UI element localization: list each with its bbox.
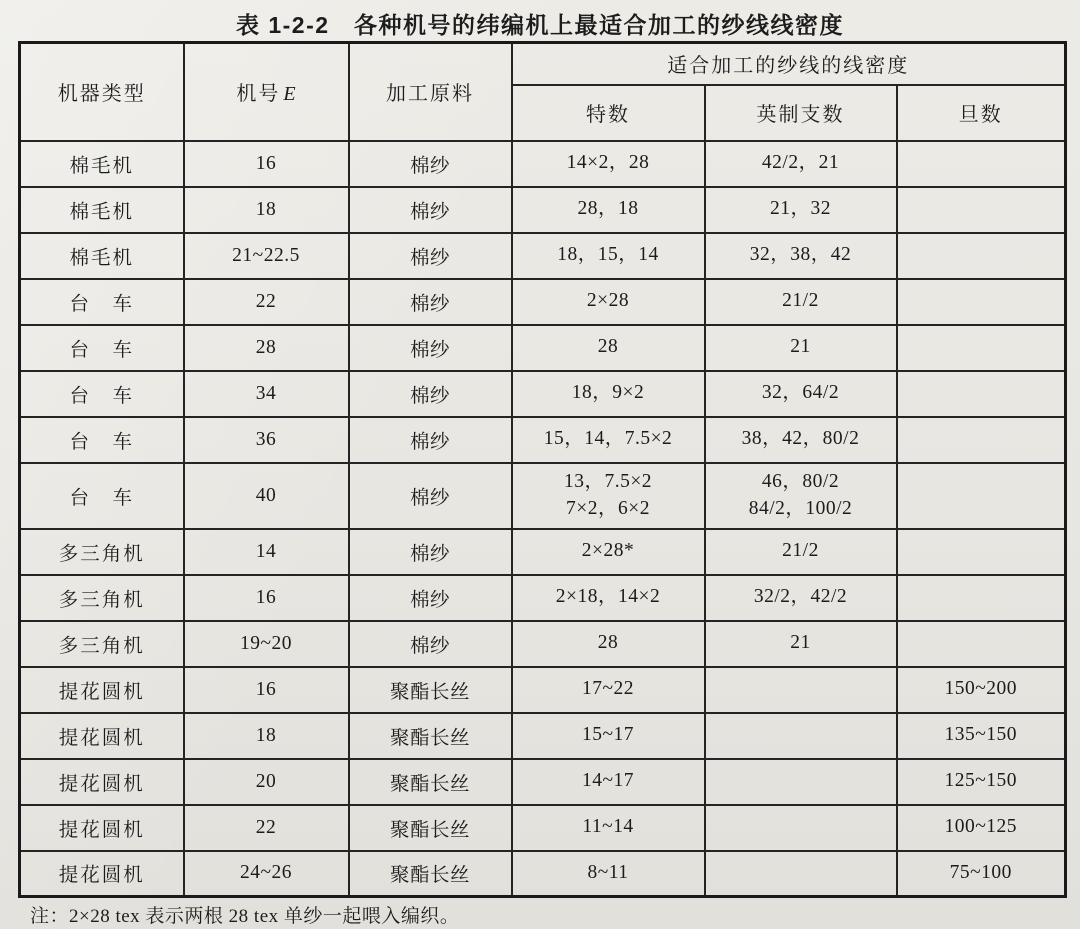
- gauge-cell: 36: [184, 417, 349, 463]
- cell-line: 28: [597, 336, 619, 358]
- table-row: [20, 805, 1066, 851]
- denier-cell: [897, 713, 1066, 759]
- machine-type-cell: 多三角机: [20, 575, 184, 621]
- denier-cell: [897, 325, 1066, 371]
- gauge-label-text: 机号: [236, 83, 281, 106]
- header-gauge: [184, 43, 349, 141]
- table-row: [20, 371, 1066, 417]
- cell-line: 8~11: [587, 862, 629, 884]
- english-count-cell: [705, 621, 897, 667]
- machine-type-cell: 棉毛机: [20, 141, 184, 187]
- denier-cell: [897, 667, 1066, 713]
- gauge-cell: 16: [184, 667, 349, 713]
- denier-cell: [897, 759, 1066, 805]
- tex-count-cell: [512, 529, 705, 575]
- cell-line: 13，7.5×2: [563, 471, 653, 493]
- denier-cell: [897, 621, 1066, 667]
- table-row: [20, 575, 1066, 621]
- table-row: [20, 279, 1066, 325]
- english-count-cell: [705, 463, 897, 529]
- english-count-cell: [705, 851, 897, 897]
- table-row: [20, 233, 1066, 279]
- material-cell: 棉纱: [349, 371, 512, 417]
- cell-line: 14×2，28: [566, 152, 650, 174]
- tex-count-cell: [512, 279, 705, 325]
- tex-count-cell: [512, 233, 705, 279]
- header-machine-type: 机器类型: [20, 43, 184, 141]
- footnote: 注：2×28 tex 表示两根 28 tex 单纱一起喂入编织。: [30, 906, 460, 927]
- cell-line: 32/2，42/2: [753, 586, 848, 608]
- gauge-cell: 24~26: [184, 851, 349, 897]
- english-count-cell: [705, 233, 897, 279]
- denier-cell: [897, 371, 1066, 417]
- cell-line: 18，9×2: [571, 382, 645, 404]
- material-cell: 棉纱: [349, 621, 512, 667]
- cell-line: 28，18: [577, 198, 639, 220]
- cell-line: 84/2，100/2: [748, 497, 853, 519]
- gauge-cell: 21~22.5: [184, 233, 349, 279]
- cell-line: 125~150: [944, 770, 1018, 792]
- english-count-cell: [705, 805, 897, 851]
- tex-count-cell: [512, 187, 705, 233]
- tex-count-cell: [512, 463, 705, 529]
- header-material: 加工原料: [349, 43, 512, 141]
- denier-cell: [897, 279, 1066, 325]
- english-count-cell: [705, 713, 897, 759]
- tex-count-cell: [512, 371, 705, 417]
- gauge-cell: 40: [184, 463, 349, 529]
- english-count-cell: [705, 529, 897, 575]
- english-count-cell: [705, 667, 897, 713]
- machine-type-cell: 棉毛机: [20, 233, 184, 279]
- english-count-cell: [705, 371, 897, 417]
- cell-line: 42/2，21: [761, 152, 840, 174]
- table-row: [20, 667, 1066, 713]
- table-title: 表 1-2-2 各种机号的纬编机上最适合加工的纱线线密度: [235, 12, 845, 38]
- tex-count-cell: [512, 667, 705, 713]
- machine-type-cell: 台 车: [20, 325, 184, 371]
- cell-line: 21: [790, 632, 811, 654]
- table-row: [20, 713, 1066, 759]
- english-count-cell: [705, 325, 897, 371]
- material-cell: 棉纱: [349, 233, 512, 279]
- cell-line: 28: [597, 632, 619, 654]
- cell-line: 11~14: [582, 816, 634, 838]
- gauge-cell: 22: [184, 279, 349, 325]
- table-row: [20, 141, 1066, 187]
- denier-cell: [897, 233, 1066, 279]
- denier-cell: [897, 805, 1066, 851]
- cell-line: 32，38，42: [749, 244, 852, 266]
- gauge-cell: 18: [184, 187, 349, 233]
- tex-count-cell: [512, 325, 705, 371]
- denier-cell: [897, 463, 1066, 529]
- material-cell: 棉纱: [349, 141, 512, 187]
- table-row: [20, 417, 1066, 463]
- tex-count-cell: [512, 805, 705, 851]
- tex-count-cell: [512, 141, 705, 187]
- material-cell: 聚酯长丝: [349, 713, 512, 759]
- cell-line: 150~200: [944, 678, 1018, 700]
- cell-line: 21/2: [782, 290, 819, 312]
- material-cell: 棉纱: [349, 575, 512, 621]
- machine-type-cell: 棉毛机: [20, 187, 184, 233]
- table-row: [20, 325, 1066, 371]
- cell-line: 15~17: [581, 724, 635, 746]
- denier-cell: [897, 575, 1066, 621]
- table-row: [20, 529, 1066, 575]
- material-cell: 聚酯长丝: [349, 805, 512, 851]
- cell-line: 21，32: [769, 198, 831, 220]
- cell-line: 38，42，80/2: [741, 428, 860, 450]
- cell-line: 14~17: [581, 770, 635, 792]
- english-count-cell: [705, 759, 897, 805]
- machine-type-cell: 提花圆机: [20, 759, 184, 805]
- table-row: [20, 621, 1066, 667]
- cell-line: 2×18，14×2: [555, 586, 661, 608]
- table-header: [20, 43, 1066, 141]
- machine-type-cell: 提花圆机: [20, 805, 184, 851]
- header-row-top: [20, 43, 1066, 85]
- cell-line: 15，14，7.5×2: [543, 428, 673, 450]
- yarn-density-table: [18, 41, 1067, 898]
- gauge-cell: 14: [184, 529, 349, 575]
- material-cell: 聚酯长丝: [349, 667, 512, 713]
- material-cell: 聚酯长丝: [349, 759, 512, 805]
- machine-type-cell: 提花圆机: [20, 851, 184, 897]
- gauge-cell: 16: [184, 575, 349, 621]
- english-count-cell: [705, 575, 897, 621]
- cell-line: 46，80/2: [761, 471, 840, 493]
- machine-type-cell: 提花圆机: [20, 713, 184, 759]
- material-cell: 棉纱: [349, 187, 512, 233]
- tex-count-cell: [512, 575, 705, 621]
- header-density-group: 适合加工的纱线的线密度: [512, 43, 1066, 85]
- gauge-symbol: E: [283, 83, 296, 106]
- table-body: [20, 141, 1066, 897]
- cell-line: 135~150: [944, 724, 1018, 746]
- cell-line: 21/2: [782, 540, 819, 562]
- table-row: [20, 463, 1066, 529]
- header-tex: 特数: [512, 85, 705, 141]
- cell-line: 2×28: [586, 290, 630, 312]
- english-count-cell: [705, 417, 897, 463]
- cell-line: 100~125: [944, 816, 1018, 838]
- machine-type-cell: 提花圆机: [20, 667, 184, 713]
- gauge-cell: 28: [184, 325, 349, 371]
- gauge-cell: 20: [184, 759, 349, 805]
- material-cell: 棉纱: [349, 529, 512, 575]
- gauge-cell: 19~20: [184, 621, 349, 667]
- tex-count-cell: [512, 417, 705, 463]
- material-cell: 棉纱: [349, 417, 512, 463]
- cell-line: 17~22: [581, 678, 635, 700]
- cell-line: 21: [790, 336, 811, 358]
- denier-cell: [897, 187, 1066, 233]
- cell-line: 2×28*: [581, 540, 635, 562]
- material-cell: 聚酯长丝: [349, 851, 512, 897]
- machine-type-cell: 多三角机: [20, 529, 184, 575]
- cell-line: 32，64/2: [761, 382, 840, 404]
- machine-type-cell: 台 车: [20, 371, 184, 417]
- tex-count-cell: [512, 851, 705, 897]
- denier-cell: [897, 141, 1066, 187]
- machine-type-cell: 台 车: [20, 279, 184, 325]
- english-count-cell: [705, 141, 897, 187]
- header-denier: 旦数: [897, 85, 1066, 141]
- gauge-cell: 16: [184, 141, 349, 187]
- gauge-cell: 22: [184, 805, 349, 851]
- table-row: [20, 187, 1066, 233]
- machine-type-cell: 多三角机: [20, 621, 184, 667]
- english-count-cell: [705, 187, 897, 233]
- tex-count-cell: [512, 759, 705, 805]
- material-cell: 棉纱: [349, 463, 512, 529]
- cell-line: 7×2，6×2: [566, 497, 650, 519]
- material-cell: 棉纱: [349, 325, 512, 371]
- material-cell: 棉纱: [349, 279, 512, 325]
- table-row: [20, 851, 1066, 897]
- tex-count-cell: [512, 713, 705, 759]
- cell-line: 75~100: [949, 862, 1012, 884]
- machine-type-cell: 台 车: [20, 417, 184, 463]
- table-row: [20, 759, 1066, 805]
- gauge-cell: 18: [184, 713, 349, 759]
- tex-count-cell: [512, 621, 705, 667]
- header-english-count: 英制支数: [705, 85, 897, 141]
- denier-cell: [897, 851, 1066, 897]
- denier-cell: [897, 529, 1066, 575]
- machine-type-cell: 台 车: [20, 463, 184, 529]
- english-count-cell: [705, 279, 897, 325]
- gauge-cell: 34: [184, 371, 349, 417]
- denier-cell: [897, 417, 1066, 463]
- cell-line: 18，15，14: [557, 244, 659, 266]
